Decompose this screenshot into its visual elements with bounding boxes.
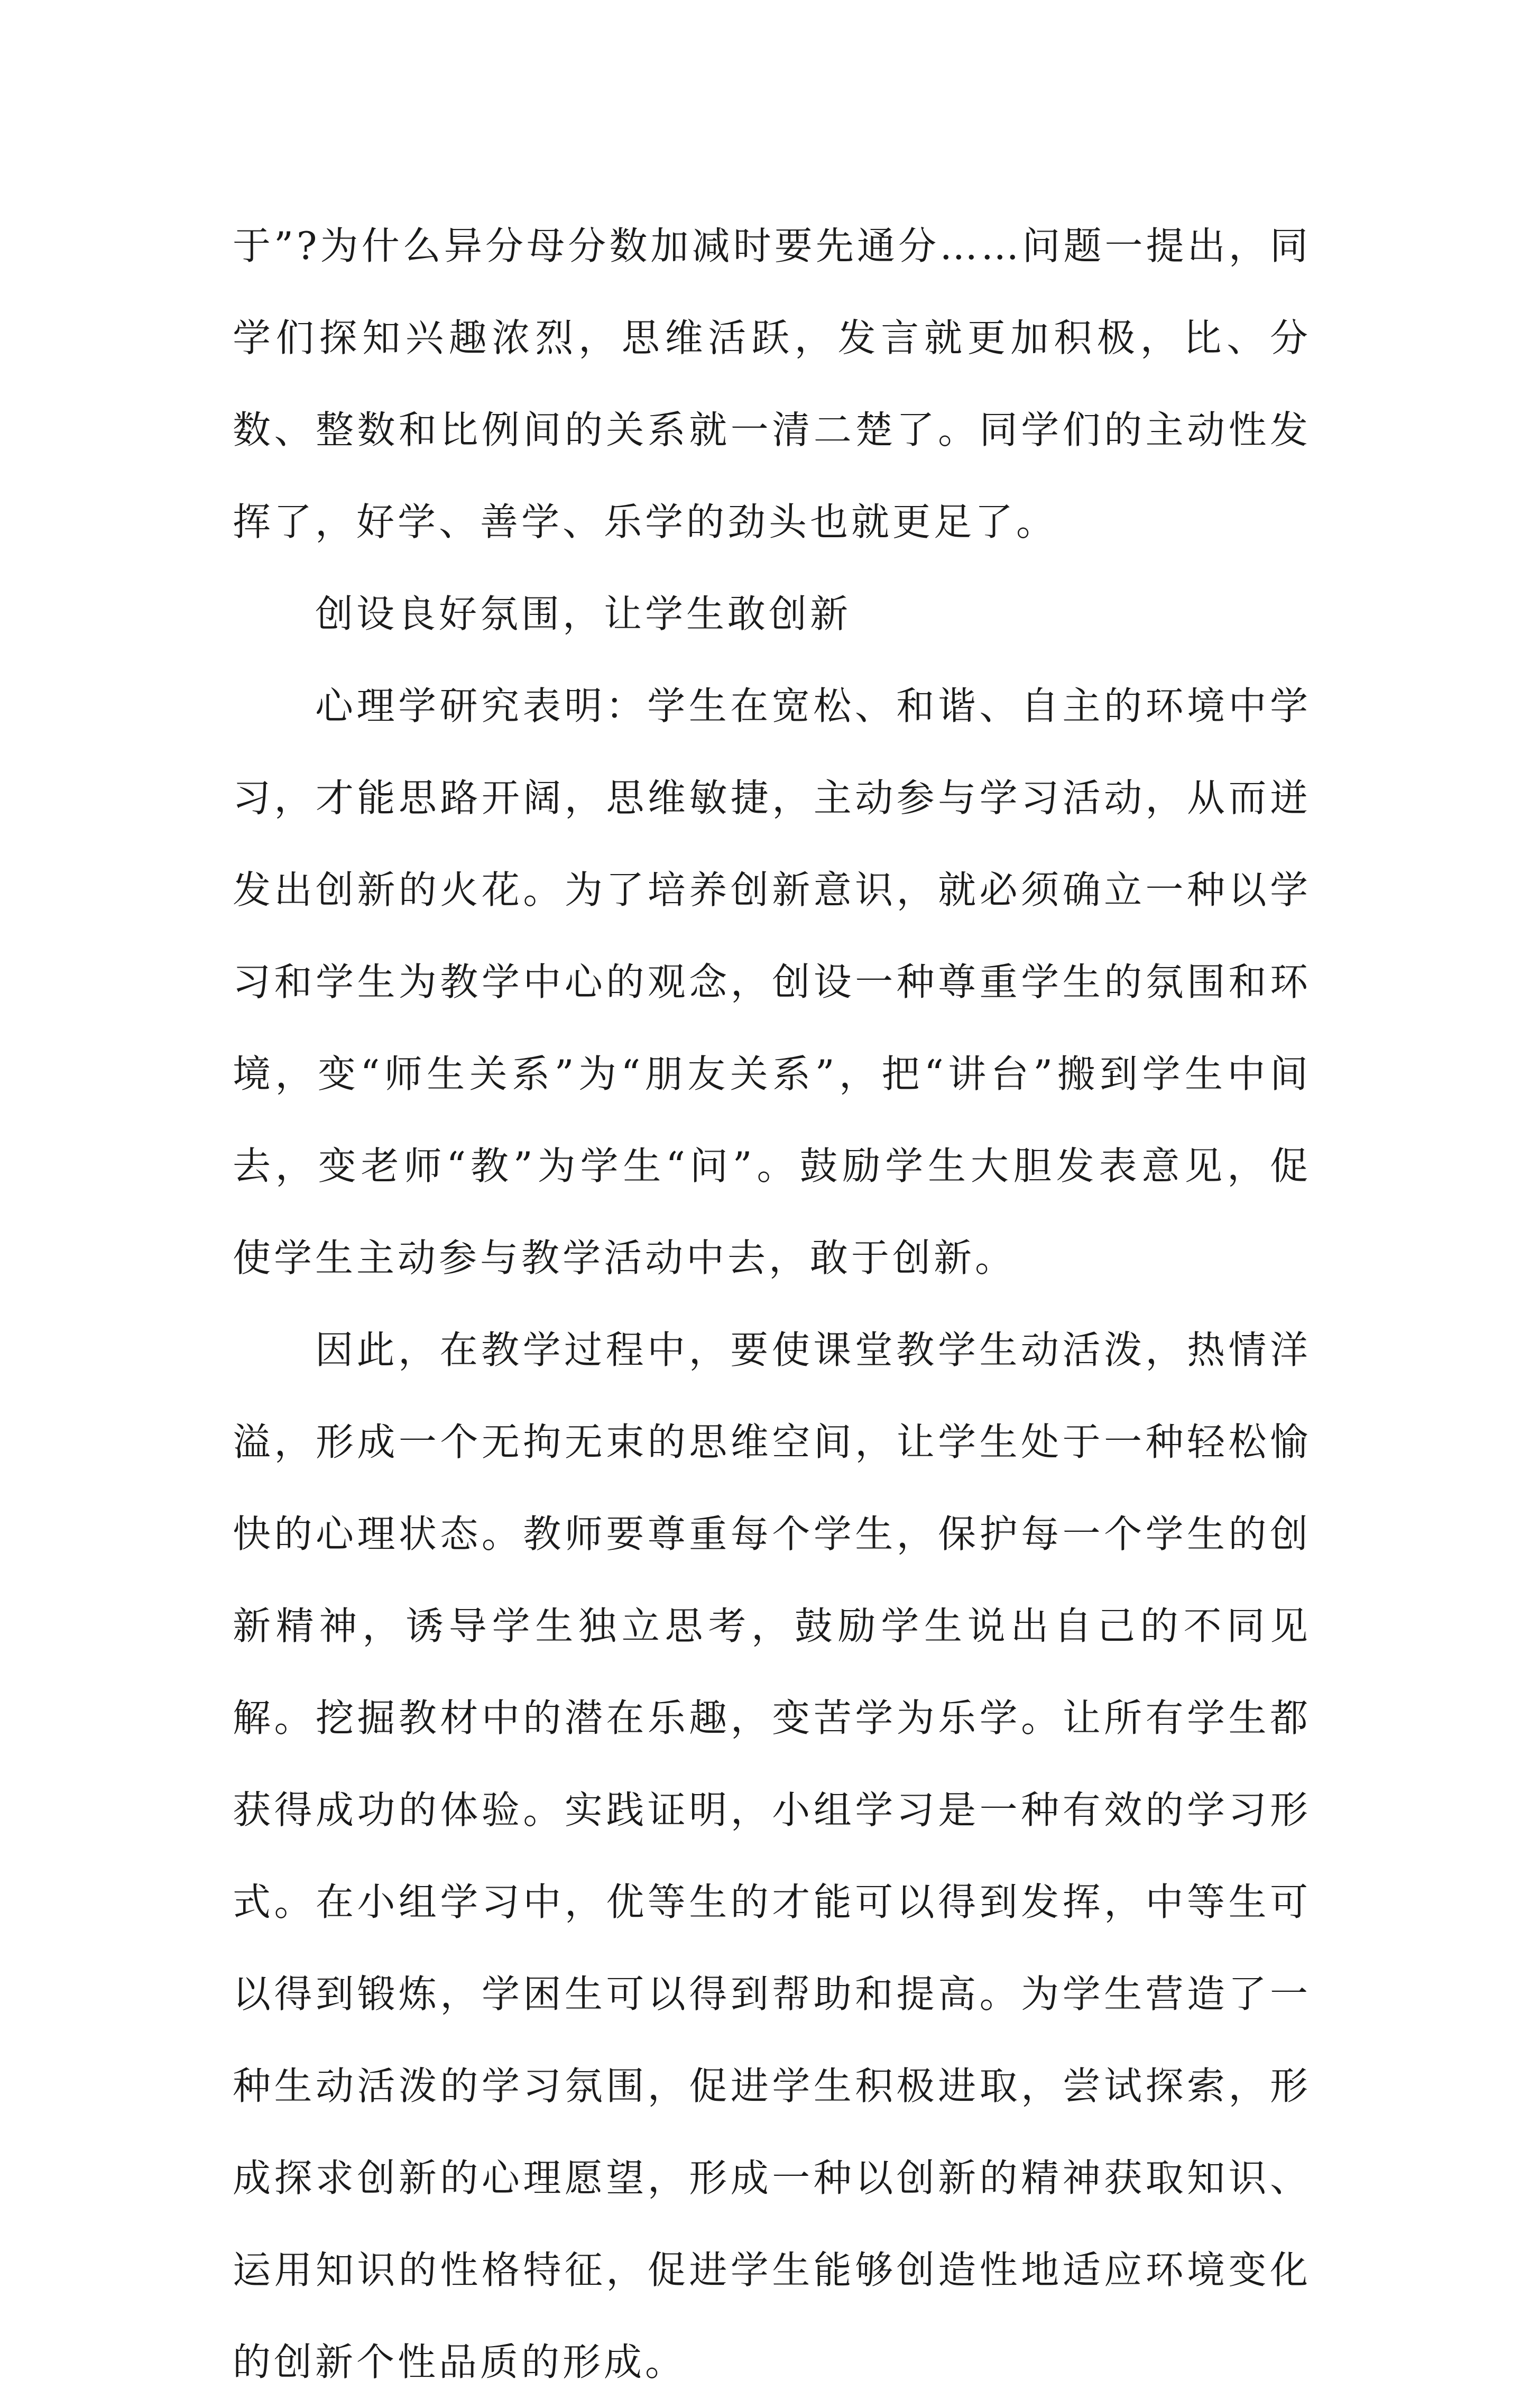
paragraph-psychology-research: 心理学研究表明：学生在宽松、和谐、自主的环境中学习，才能思路开阔，思维敏捷，主动参与学习活动，从而迸发出创新的火花。为了培养创新意识，就必须确立一种以学习和学生为教学中心的观念，创设一种尊重学生的氛围和环境，变“师生关系”为“朋友关系”，把“讲台”搬到学生中间去，变老师“教”为学生“问”。鼓励学生大胆发表意见，促使学生主动参与教学活动中去，敢于创新。 [233,684,1311,1280]
document-body [233,200,1311,2408]
section-heading: 创设良好氛围，让学生敢创新 [315,592,852,636]
paragraph-teaching-process: 因此，在教学过程中，要使课堂教学生动活泼，热情洋溢，形成一个无拘无束的思维空间，让学生处于一种轻松愉快的心理状态。教师要尊重每个学生，保护每一个学生的创新精神，诱导学生独立思考，鼓励学生说出自己的不同见解。挖掘教材中的潜在乐趣，变苦学为乐学。让所有学生都获得成功的体验。实践证明，小组学习是一种有效的学习形式。在小组学习中，优等生的才能可以得到发挥，中等生可以得到锻炼，学困生可以得到帮助和提高。为学生营造了一种生动活泼的学习氛围，促进学生积极进取，尝试探索，形成探求创新的心理愿望，形成一种以创新的精神获取知识、运用知识的性格特征，促进学生能够创造性地适应环境变化的创新个性品质的形成。 [233,1328,1311,2384]
paragraph-continuation: 于”?为什么异分母分数加减时要先通分……问题一提出，同学们探知兴趣浓烈，思维活跃，发言就更加积极，比、分数、整数和比例间的关系就一清二楚了。同学们的主动性发挥了，好学、善学、乐学的劲头也就更足了。 [233,224,1311,544]
